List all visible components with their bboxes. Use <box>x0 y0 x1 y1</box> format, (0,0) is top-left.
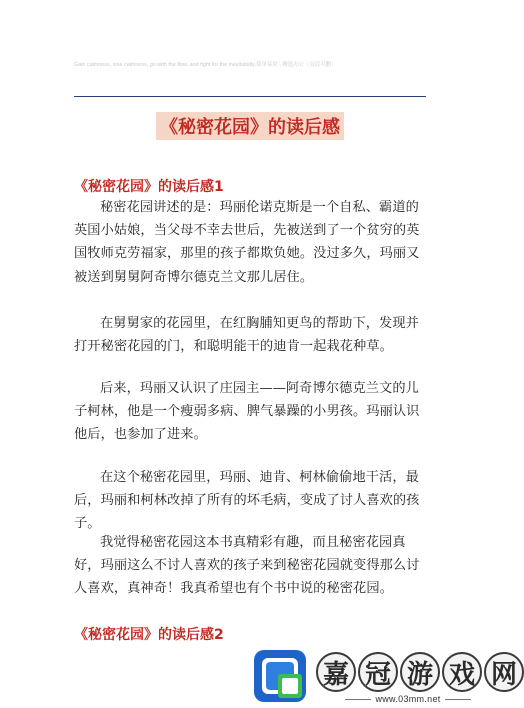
section-heading-1: 《秘密花园》的读后感1 <box>74 179 224 195</box>
header-divider <box>74 96 426 97</box>
watermark-char: 嘉 <box>316 652 356 692</box>
paragraph-4: 在这个秘密花园里，玛丽、迪肯、柯林偷偷地干活，最后，玛丽和柯林改掉了所有的坏毛病，变成了讨人喜欢的孩子。 <box>74 470 420 532</box>
paragraph-5: 我觉得秘密花园这本书真精彩有趣，而且秘密花园真好，玛丽这么不讨人喜欢的孩子来到秘密花园就变得那么讨人喜欢，真神奇！我真希望也有个书中说的秘密花园。 <box>74 535 420 597</box>
watermark-characters <box>316 652 524 692</box>
watermark-char: 游 <box>400 652 440 692</box>
watermark-char: 戏 <box>442 652 482 692</box>
paragraph-1: 秘密花园讲述的是：玛丽伦诺克斯是一个自私、霸道的英国小姑娘，当父母不幸去世后，先被送到了一个贫穷的英国牧师克劳福家，那里的孩子都欺负她。没过多久，玛丽又被送到舅舅阿奇博尔德克兰文那儿居住。 <box>74 200 420 285</box>
watermark-char: 冠 <box>358 652 398 692</box>
watermark-char: 网 <box>484 652 524 692</box>
site-watermark-logo <box>252 648 517 708</box>
document-title-text: 《秘密花园》的读后感 <box>156 112 344 140</box>
paragraph-3: 后来，玛丽又认识了庄园主——阿奇博尔德克兰文的儿子柯林，他是一个瘦弱多病、脾气暴躁的小男孩。玛丽认识他后，也参加了进来。 <box>74 381 420 443</box>
paragraph-2: 在舅舅家的花园里，在红胸脯知更鸟的帮助下，发现并打开秘密花园的门，和聪明能干的迪肯一起栽花种草。 <box>74 316 419 355</box>
section-heading-2: 《秘密花园》的读后感2 <box>74 627 224 643</box>
header-tagline: Gain calmness, lose calmness, go with the flow, and fight for the inevitability.简单易用 · 精选办公（页眉可删） <box>74 62 337 68</box>
game-screen-icon <box>252 648 308 704</box>
document-title <box>0 112 500 140</box>
watermark-url: www.03mm.net <box>320 694 496 704</box>
